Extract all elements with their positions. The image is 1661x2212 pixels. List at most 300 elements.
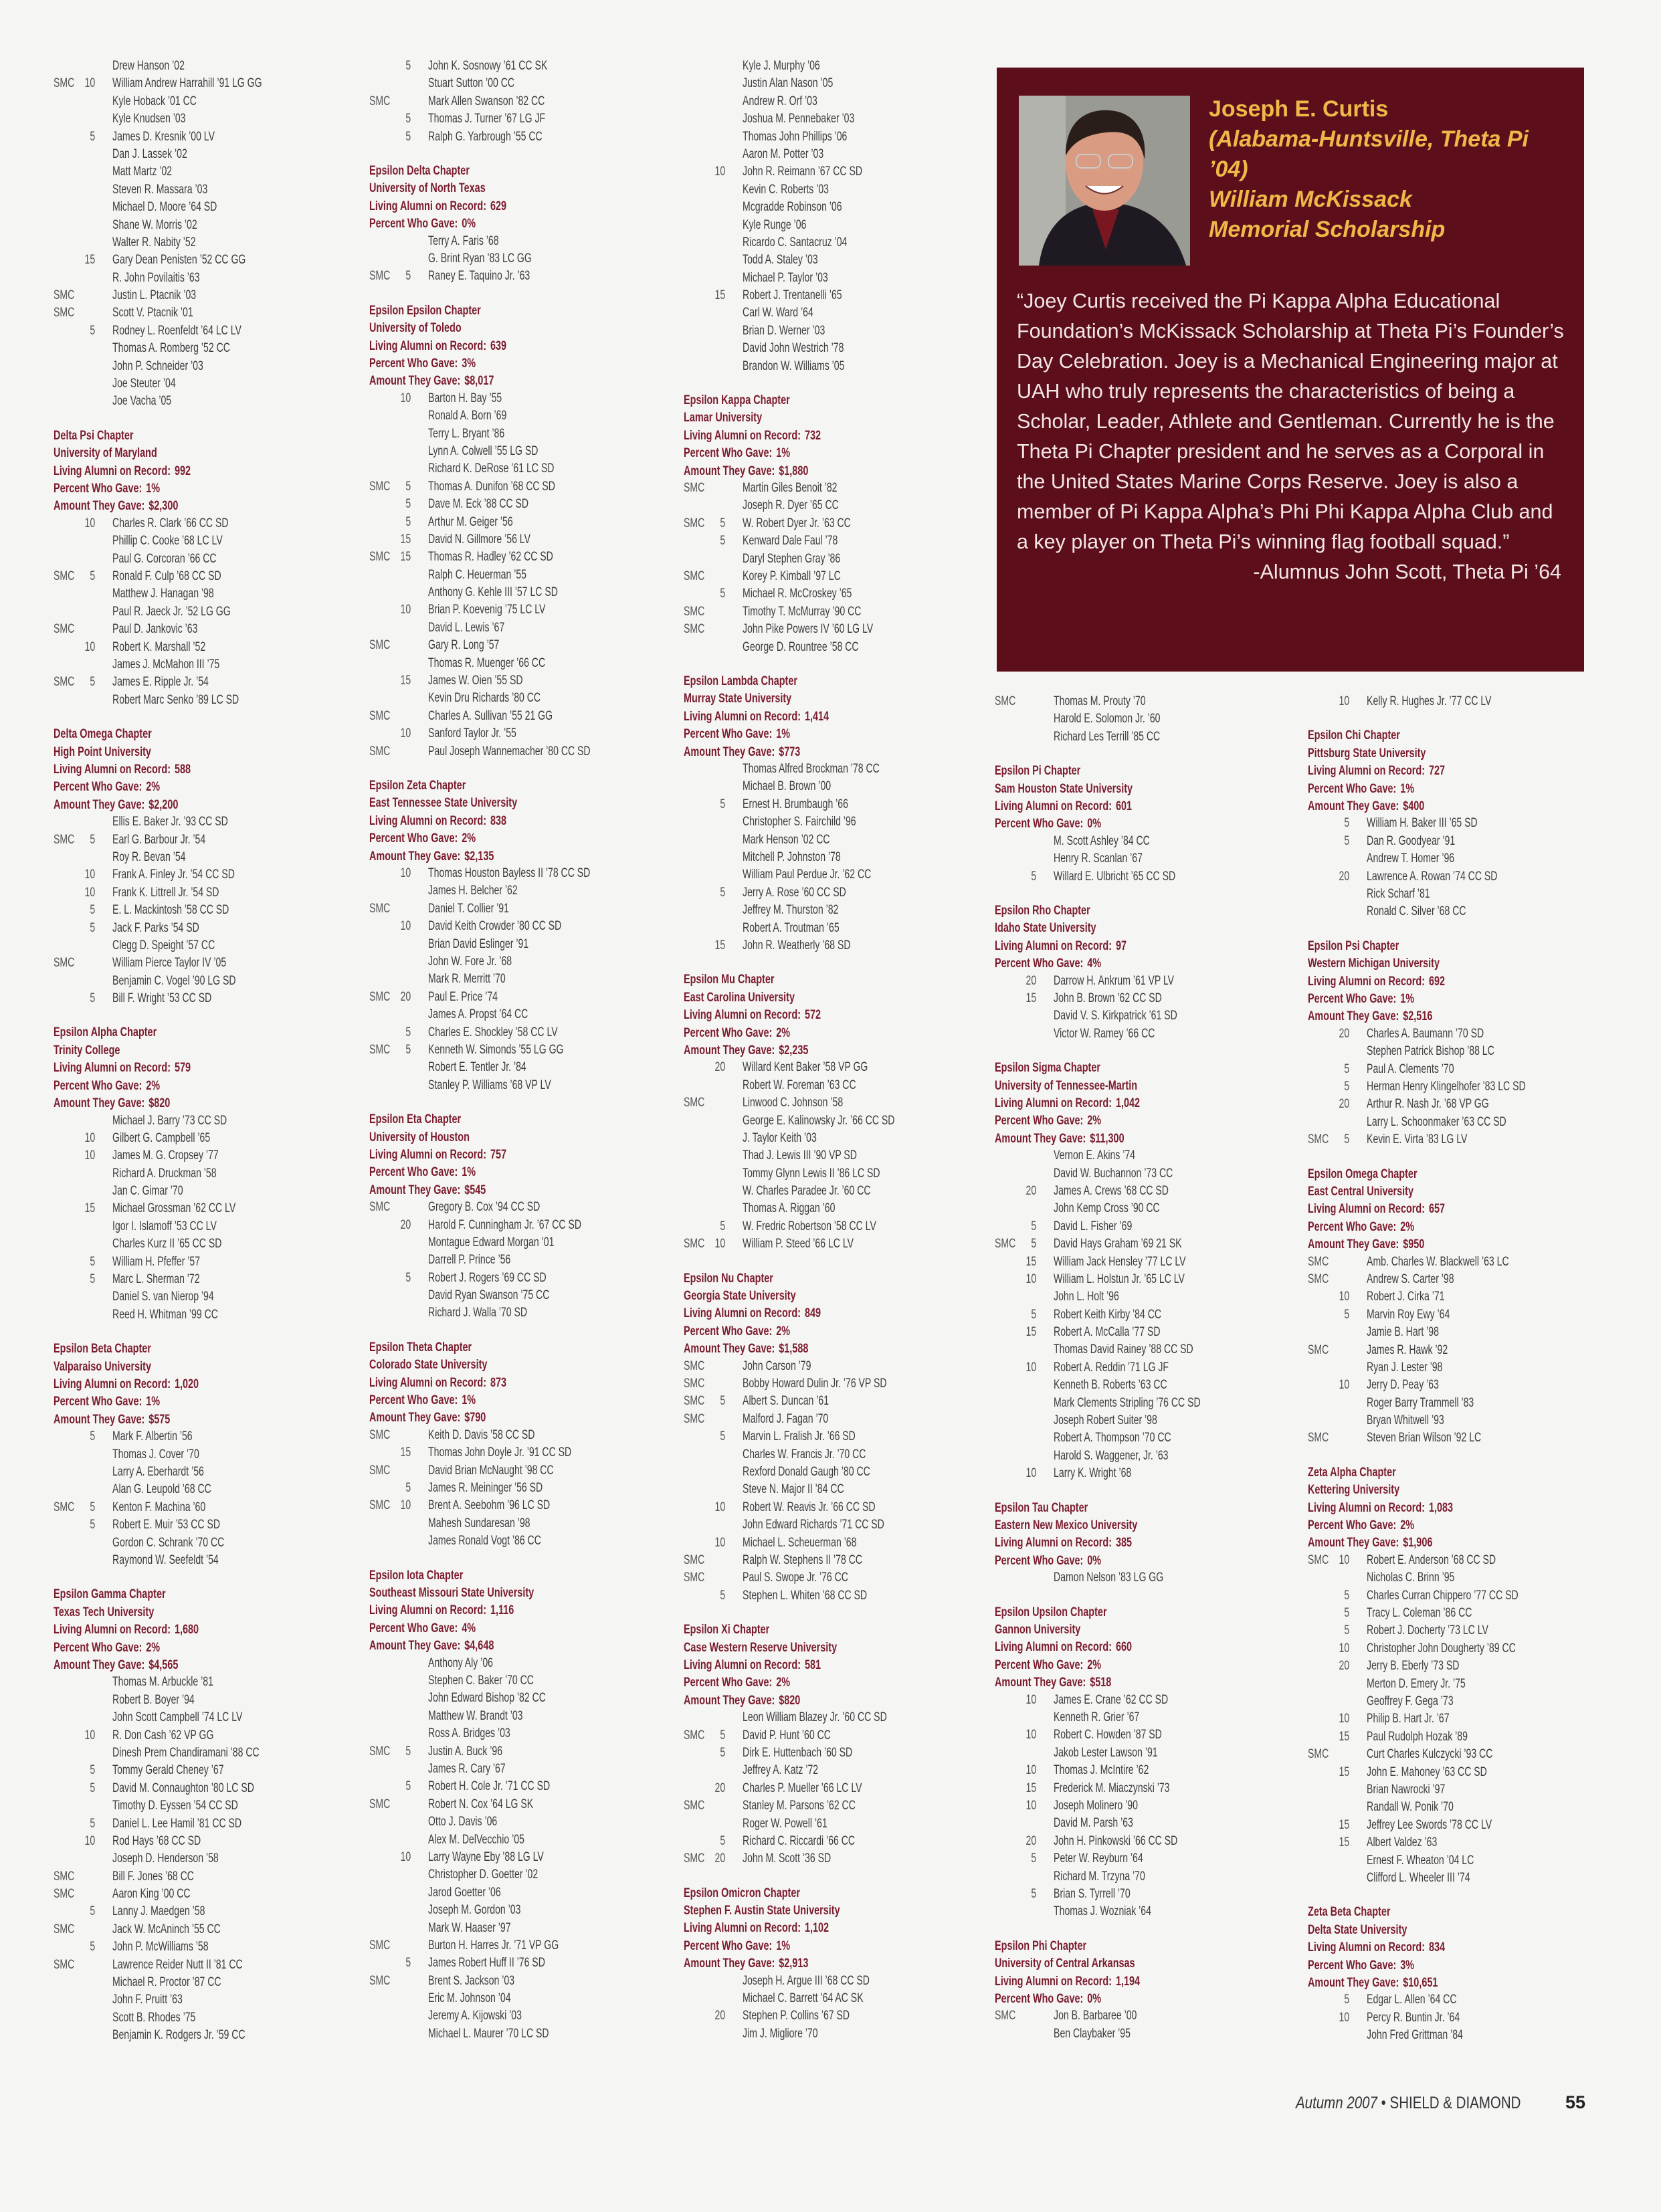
percent-gave-value: 1% bbox=[146, 481, 161, 496]
consecutive-years: 5 bbox=[720, 885, 726, 900]
alumni-count-value: 629 bbox=[490, 198, 507, 213]
alumni-count-line bbox=[995, 1534, 1304, 1551]
smc-marker: SMC bbox=[1308, 1272, 1329, 1286]
percent-gave-label: Percent Who Gave: bbox=[684, 1675, 773, 1690]
donor-row bbox=[684, 902, 993, 919]
consecutive-years: 10 bbox=[714, 165, 726, 179]
donor-row bbox=[995, 728, 1304, 746]
donor-row bbox=[684, 831, 993, 849]
consecutive-years: 5 bbox=[405, 1744, 411, 1758]
donor-row bbox=[369, 268, 679, 285]
donor-row bbox=[684, 778, 993, 795]
amount-gave-label: Amount They Gave: bbox=[369, 848, 461, 864]
donor-name: John L. Holt ’96 bbox=[1054, 1290, 1119, 1304]
donor-name: Larry L. Schoonmaker ’63 CC SD bbox=[1367, 1114, 1506, 1129]
percent-gave-line bbox=[369, 1619, 679, 1637]
smc-marker: SMC bbox=[54, 956, 75, 971]
donor-row bbox=[684, 234, 993, 252]
donor-row bbox=[684, 884, 993, 902]
consecutive-years: 10 bbox=[1025, 1692, 1037, 1707]
alumni-count-label: Living Alumni on Record: bbox=[369, 198, 487, 213]
donor-row bbox=[369, 690, 679, 707]
chapter-continuation bbox=[1308, 693, 1618, 710]
alumni-count-line bbox=[54, 761, 363, 778]
consecutive-years: 15 bbox=[1025, 1254, 1037, 1269]
donor-name: David Hays Graham ’69 21 SK bbox=[1054, 1237, 1182, 1251]
donor-name: James H. Belcher ’62 bbox=[428, 884, 518, 898]
consecutive-years: 5 bbox=[405, 1270, 411, 1285]
donor-row bbox=[684, 1499, 993, 1516]
percent-gave-line bbox=[369, 1163, 679, 1181]
recipient-affiliation: (Alabama-Huntsville, Theta Pi ’04) bbox=[1209, 126, 1529, 182]
smc-marker: SMC bbox=[369, 638, 391, 653]
donor-name: William H. Baker III ’65 SD bbox=[1367, 816, 1478, 831]
alumni-count-value: 757 bbox=[490, 1146, 507, 1162]
donor-name: Charles W. Francis Jr. ’70 CC bbox=[743, 1447, 866, 1462]
amount-gave-value: $518 bbox=[1090, 1675, 1112, 1690]
smc-marker: SMC bbox=[995, 1237, 1016, 1251]
percent-gave-label: Percent Who Gave: bbox=[1308, 1518, 1397, 1533]
donor-row bbox=[54, 1130, 363, 1147]
donor-row bbox=[995, 1395, 1304, 1412]
smc-marker: SMC bbox=[369, 1042, 391, 1057]
alumni-count-label: Living Alumni on Record: bbox=[684, 1920, 801, 1936]
amount-gave-line bbox=[995, 1130, 1304, 1147]
donor-row bbox=[54, 990, 363, 1007]
donor-row bbox=[995, 973, 1304, 990]
amount-gave-value: $790 bbox=[464, 1410, 486, 1425]
consecutive-years: 5 bbox=[720, 1833, 726, 1848]
chapter-section bbox=[995, 1603, 1304, 1921]
consecutive-years: 20 bbox=[1025, 973, 1037, 988]
donor-name: Stephen Patrick Bishop ’88 LC bbox=[1367, 1044, 1494, 1059]
alumni-count-label: Living Alumni on Record: bbox=[1308, 973, 1426, 989]
donor-row bbox=[54, 1200, 363, 1217]
donor-row bbox=[54, 1534, 363, 1552]
donor-row bbox=[995, 1147, 1304, 1165]
donor-row bbox=[995, 1709, 1304, 1726]
donor-row bbox=[369, 1444, 679, 1462]
donor-row bbox=[684, 796, 993, 813]
percent-gave-line bbox=[1308, 1516, 1618, 1534]
donor-name: Gregory B. Cox ’94 CC SD bbox=[428, 1200, 541, 1215]
chapter-name: Epsilon Omicron Chapter bbox=[684, 1885, 800, 1900]
donor-row bbox=[684, 1235, 993, 1253]
donor-row bbox=[995, 1235, 1304, 1253]
chapter-name: Epsilon Xi Chapter bbox=[684, 1622, 770, 1637]
donor-row bbox=[369, 567, 679, 584]
consecutive-years: 10 bbox=[1025, 1466, 1037, 1481]
consecutive-years: 15 bbox=[1339, 1729, 1350, 1744]
alumni-count-line bbox=[54, 1621, 363, 1638]
donor-row bbox=[684, 199, 993, 216]
donor-name: Thomas J. Wozniak ’64 bbox=[1054, 1904, 1151, 1919]
donor-row bbox=[369, 1690, 679, 1707]
amount-gave-value: $820 bbox=[779, 1692, 801, 1708]
donor-name: W. Fredric Robertson ’58 CC LV bbox=[743, 1219, 876, 1233]
consecutive-years: 15 bbox=[1339, 1765, 1350, 1779]
donor-row bbox=[54, 1709, 363, 1726]
donor-name: Ben Claybaker ’95 bbox=[1054, 2026, 1131, 2041]
donor-name: Kyle Hoback ’01 CC bbox=[112, 94, 197, 108]
donor-name: James W. Oien ’55 SD bbox=[428, 674, 523, 688]
consecutive-years: 15 bbox=[714, 288, 726, 303]
percent-gave-value: 1% bbox=[776, 726, 791, 742]
donor-name: Kenneth W. Simonds ’55 LG GG bbox=[428, 1042, 564, 1057]
donor-name: Matt Martz ’02 bbox=[112, 165, 173, 179]
consecutive-years: 20 bbox=[400, 989, 411, 1004]
smc-marker: SMC bbox=[369, 479, 391, 494]
consecutive-years: 10 bbox=[84, 868, 96, 882]
donor-name: Kenward Dale Faul ’78 bbox=[743, 534, 838, 548]
donor-name: Michael L. Scheuerman ’68 bbox=[743, 1535, 857, 1550]
donor-name: James A. Crews ’68 CC SD bbox=[1054, 1183, 1169, 1198]
consecutive-years: 5 bbox=[90, 569, 96, 584]
alumni-count-label: Living Alumni on Record: bbox=[1308, 1500, 1426, 1515]
chapter-section bbox=[995, 1937, 1304, 2043]
consecutive-years: 5 bbox=[720, 1219, 726, 1233]
smc-marker: SMC bbox=[369, 901, 391, 916]
donor-row bbox=[684, 75, 993, 92]
percent-gave-value: 4% bbox=[1087, 956, 1102, 971]
donor-name: Andrew R. Orf ’03 bbox=[743, 94, 817, 108]
smc-marker: SMC bbox=[54, 76, 75, 91]
donor-row bbox=[54, 920, 363, 937]
donor-row bbox=[369, 1532, 679, 1550]
alumni-count-line bbox=[684, 1656, 993, 1674]
donor-name: Marc L. Sherman ’72 bbox=[112, 1272, 200, 1287]
donor-name: John Kemp Cross ’90 CC bbox=[1054, 1201, 1160, 1216]
donor-name: Michael C. Barrett ’64 AC SK bbox=[743, 1991, 864, 2006]
alumni-count-line bbox=[54, 1059, 363, 1076]
donor-row bbox=[684, 1709, 993, 1726]
donor-name: Richard Les Terrill ’85 CC bbox=[1054, 729, 1161, 744]
donor-row bbox=[684, 1990, 993, 2007]
donor-name: Amb. Charles W. Blackwell ’63 LC bbox=[1367, 1254, 1509, 1269]
donor-name: Daniel T. Collier ’91 bbox=[428, 901, 509, 916]
percent-gave-line bbox=[369, 355, 679, 372]
consecutive-years: 10 bbox=[400, 919, 411, 934]
donor-row bbox=[54, 973, 363, 990]
donor-name: Willard E. Ulbricht ’65 CC SD bbox=[1054, 869, 1176, 884]
donor-name: Brian D. Werner ’03 bbox=[743, 323, 825, 338]
donor-row bbox=[1308, 1078, 1618, 1096]
alumni-count-label: Living Alumni on Record: bbox=[1308, 1940, 1426, 1955]
percent-gave-line bbox=[1308, 780, 1618, 797]
amount-gave-label: Amount They Gave: bbox=[995, 1675, 1086, 1690]
chapter-section bbox=[369, 777, 679, 1094]
consecutive-years: 5 bbox=[1031, 1219, 1037, 1233]
donor-name: Marvin Roy Ewy ’64 bbox=[1367, 1307, 1450, 1322]
percent-gave-label: Percent Who Gave: bbox=[995, 956, 1084, 971]
donor-name: Matthew W. Brandt ’03 bbox=[428, 1708, 523, 1723]
smc-marker: SMC bbox=[369, 708, 391, 723]
consecutive-years: 5 bbox=[720, 1728, 726, 1742]
donor-name: Joe Vacha ’05 bbox=[112, 394, 172, 409]
smc-marker: SMC bbox=[54, 306, 75, 320]
alumni-count-line bbox=[369, 1601, 679, 1619]
donor-row bbox=[369, 250, 679, 268]
donor-row bbox=[54, 1903, 363, 1920]
donor-name: Jeffrey M. Thurston ’82 bbox=[743, 903, 839, 918]
donor-name: Mahesh Sundaresan ’98 bbox=[428, 1516, 530, 1530]
donor-name: Charles Curran Chippero ’77 CC SD bbox=[1367, 1588, 1519, 1603]
alumni-count-line bbox=[1308, 1200, 1618, 1217]
school-name: Sam Houston State University bbox=[995, 781, 1133, 796]
amount-gave-line bbox=[54, 1656, 363, 1674]
donor-name: Timothy D. Eyssen ’54 CC SD bbox=[112, 1799, 238, 1813]
school-name: Southeast Missouri State University bbox=[369, 1585, 534, 1601]
donor-name: Jack W. McAninch ’55 CC bbox=[112, 1922, 221, 1936]
consecutive-years: 5 bbox=[90, 1272, 96, 1287]
alumni-count-value: 849 bbox=[804, 1306, 821, 1321]
donor-name: William L. Holstun Jr. ’65 LC LV bbox=[1054, 1272, 1185, 1286]
amount-gave-value: $773 bbox=[779, 744, 801, 759]
donor-row bbox=[684, 358, 993, 375]
alumni-count-value: 588 bbox=[174, 761, 191, 777]
smc-marker: SMC bbox=[684, 1552, 705, 1567]
amount-gave-line bbox=[684, 1041, 993, 1059]
donor-name: Thomas David Rainey ’88 CC SD bbox=[1054, 1342, 1193, 1357]
donor-row bbox=[684, 1183, 993, 1200]
consecutive-years: 5 bbox=[90, 920, 96, 935]
donor-row bbox=[54, 1868, 363, 1886]
consecutive-years: 10 bbox=[1339, 1712, 1350, 1726]
alumni-count-line bbox=[369, 1146, 679, 1163]
donor-row bbox=[54, 393, 363, 410]
donor-row bbox=[369, 1954, 679, 1972]
donor-row bbox=[54, 270, 363, 287]
donor-name: Jim J. Migliore ’70 bbox=[743, 2026, 818, 2041]
donor-row bbox=[995, 2025, 1304, 2043]
smc-marker: SMC bbox=[684, 1851, 705, 1866]
chapter-name: Epsilon Lambda Chapter bbox=[684, 673, 797, 688]
donor-name: Robert Marc Senko ’89 LC SD bbox=[112, 692, 239, 707]
donor-name: Rexford Donald Gaugh ’80 CC bbox=[743, 1465, 870, 1479]
chapter-name: Delta Omega Chapter bbox=[54, 726, 152, 742]
donor-row bbox=[369, 1743, 679, 1761]
donor-row bbox=[1308, 1817, 1618, 1834]
donor-row bbox=[369, 443, 679, 460]
percent-gave-label: Percent Who Gave: bbox=[1308, 1219, 1397, 1234]
donor-row bbox=[684, 1464, 993, 1481]
consecutive-years: 10 bbox=[400, 866, 411, 881]
donor-name: Joseph D. Henderson ’58 bbox=[112, 1851, 219, 1866]
donor-name: Robert W. Foreman ’63 CC bbox=[743, 1078, 856, 1092]
percent-gave-label: Percent Who Gave: bbox=[369, 355, 458, 371]
smc-marker: SMC bbox=[369, 1200, 391, 1215]
donor-name: Tommy Glynn Lewis II ’86 LC SD bbox=[743, 1166, 880, 1181]
amount-gave-value: $1,880 bbox=[779, 463, 809, 478]
donor-name: Robert C. Howden ’87 SD bbox=[1054, 1728, 1162, 1742]
percent-gave-value: 2% bbox=[1087, 1113, 1102, 1128]
donor-row bbox=[54, 937, 363, 954]
percent-gave-value: 2% bbox=[1400, 1219, 1415, 1234]
percent-gave-label: Percent Who Gave: bbox=[54, 1078, 142, 1093]
donor-name: James R. Meininger ’56 SD bbox=[428, 1481, 543, 1496]
donor-row bbox=[54, 340, 363, 357]
donor-name: Lawrence Reider Nutt II ’81 CC bbox=[112, 1957, 243, 1972]
consecutive-years: 5 bbox=[90, 1904, 96, 1919]
donor-row bbox=[684, 1833, 993, 1850]
donor-row bbox=[995, 1833, 1304, 1850]
chapter-name: Epsilon Iota Chapter bbox=[369, 1567, 464, 1583]
chapter-name: Epsilon Pi Chapter bbox=[995, 763, 1081, 779]
donor-name: Terry A. Faris ’68 bbox=[428, 233, 499, 248]
percent-gave-label: Percent Who Gave: bbox=[684, 445, 773, 461]
donor-row bbox=[369, 1287, 679, 1304]
donor-name: Richard C. Riccardi ’66 CC bbox=[743, 1833, 856, 1848]
amount-gave-line bbox=[684, 1340, 993, 1357]
smc-marker: SMC bbox=[369, 1463, 391, 1478]
school-name: Kettering University bbox=[1308, 1482, 1400, 1498]
amount-gave-line bbox=[54, 497, 363, 514]
donor-name: Aaron M. Potter ’03 bbox=[743, 146, 824, 161]
donor-name: James Robert Huff II ’76 SD bbox=[428, 1956, 545, 1971]
donor-row bbox=[369, 1462, 679, 1480]
chapter-section bbox=[995, 1499, 1304, 1587]
donor-name: Dirk E. Huttenbach ’60 SD bbox=[743, 1745, 853, 1760]
donor-row bbox=[54, 146, 363, 163]
amount-gave-value: $2,300 bbox=[149, 498, 179, 514]
consecutive-years: 15 bbox=[400, 550, 411, 565]
consecutive-years: 5 bbox=[1344, 1079, 1350, 1094]
amount-gave-value: $1,906 bbox=[1403, 1535, 1433, 1550]
donor-name: Thomas M. Prouty ’70 bbox=[1054, 694, 1146, 708]
donor-name: Stanley M. Parsons ’62 CC bbox=[743, 1799, 856, 1813]
donor-name: Jarod Goetter ’06 bbox=[428, 1885, 501, 1900]
donor-row bbox=[1308, 1605, 1618, 1622]
donor-name: Christopher S. Fairchild ’96 bbox=[743, 815, 856, 829]
donor-name: Dave M. Eck ’88 CC SD bbox=[428, 497, 529, 512]
donor-row bbox=[54, 1762, 363, 1779]
donor-row bbox=[1308, 1025, 1618, 1043]
donor-row bbox=[684, 1446, 993, 1464]
consecutive-years: 10 bbox=[84, 1148, 96, 1163]
donor-name: Lynn A. Colwell ’55 LG SD bbox=[428, 443, 539, 458]
donor-row bbox=[369, 1024, 679, 1041]
donor-name: Leon William Blazey Jr. ’60 CC SD bbox=[743, 1710, 887, 1725]
smc-marker: SMC bbox=[369, 550, 391, 565]
donor-name: Brian Nawrocki ’97 bbox=[1367, 1782, 1446, 1797]
alumni-count-value: 834 bbox=[1428, 1940, 1446, 1955]
consecutive-years: 10 bbox=[1025, 1763, 1037, 1778]
donor-row bbox=[54, 75, 363, 92]
donor-row bbox=[369, 1708, 679, 1725]
donor-row bbox=[54, 1780, 363, 1797]
donor-name: Joseph Molinero ’90 bbox=[1054, 1799, 1138, 1813]
amount-gave-line bbox=[684, 462, 993, 480]
donor-name: Raney E. Taquino Jr. ’63 bbox=[428, 269, 530, 284]
donor-name: Thomas R. Muenger ’66 CC bbox=[428, 656, 546, 670]
chapter-section bbox=[995, 762, 1304, 886]
donor-row bbox=[369, 918, 679, 935]
donor-row bbox=[54, 93, 363, 110]
consecutive-years: 5 bbox=[90, 903, 96, 918]
alumni-count-line bbox=[684, 1304, 993, 1322]
smc-marker: SMC bbox=[54, 288, 75, 303]
consecutive-years: 5 bbox=[90, 832, 96, 847]
smc-marker: SMC bbox=[684, 1237, 705, 1251]
donor-name: Benjamin C. Vogel ’90 LG SD bbox=[112, 973, 236, 988]
donor-name: Joshua M. Pennebaker ’03 bbox=[743, 112, 855, 126]
donor-name: R. Don Cash ’62 VP GG bbox=[112, 1728, 214, 1742]
donor-name: Steven Brian Wilson ’92 LC bbox=[1367, 1431, 1482, 1445]
donor-name: Paul R. Jaeck Jr. ’52 LG GG bbox=[112, 604, 231, 619]
percent-gave-label: Percent Who Gave: bbox=[54, 1639, 142, 1655]
donor-row bbox=[684, 1534, 993, 1552]
donor-row bbox=[684, 1552, 993, 1569]
donor-row bbox=[1308, 868, 1618, 886]
amount-gave-line bbox=[1308, 1534, 1618, 1551]
consecutive-years: 15 bbox=[400, 674, 411, 688]
donor-name: Michael L. Maurer ’70 LC SD bbox=[428, 2026, 549, 2041]
donor-name: Edgar L. Allen ’64 CC bbox=[1367, 1993, 1457, 2007]
amount-gave-label: Amount They Gave: bbox=[54, 498, 145, 514]
donor-row bbox=[369, 460, 679, 478]
amount-gave-value: $11,300 bbox=[1090, 1130, 1125, 1146]
donor-name: Vernon E. Akins ’74 bbox=[1054, 1148, 1135, 1163]
donor-name: Darrow H. Ankrum ’61 VP LV bbox=[1054, 973, 1175, 988]
donor-row bbox=[54, 1886, 363, 1903]
consecutive-years: 10 bbox=[1339, 694, 1350, 708]
donor-name: Stephen P. Collins ’67 SD bbox=[743, 2009, 850, 2023]
donor-row bbox=[1308, 1991, 1618, 2009]
alumni-count-line bbox=[369, 812, 679, 829]
donor-row bbox=[995, 1341, 1304, 1359]
donor-name: Thad J. Lewis III ’90 VP SD bbox=[743, 1148, 857, 1163]
percent-gave-line bbox=[369, 829, 679, 847]
percent-gave-line bbox=[369, 215, 679, 232]
chapter-section bbox=[54, 1023, 363, 1324]
donor-name: Roger W. Powell ’61 bbox=[743, 1816, 827, 1831]
portrait-photo bbox=[1019, 96, 1190, 266]
donor-name: Tommy Gerald Cheney ’67 bbox=[112, 1763, 224, 1778]
consecutive-years: 20 bbox=[714, 1851, 726, 1866]
donor-name: Joseph H. Argue III ’68 CC SD bbox=[743, 1973, 870, 1988]
donor-name: Robert J. Trentanelli ’65 bbox=[743, 288, 842, 303]
donor-name: Thomas J. Turner ’67 LG JF bbox=[428, 112, 546, 126]
donor-name: Ernest H. Brumbaugh ’66 bbox=[743, 797, 848, 811]
donor-name: Aaron King ’00 CC bbox=[112, 1887, 191, 1902]
percent-gave-label: Percent Who Gave: bbox=[684, 1025, 773, 1040]
donor-name: John P. Schneider ’03 bbox=[112, 359, 203, 373]
donor-name: Larry K. Wright ’68 bbox=[1054, 1466, 1132, 1481]
donor-name: Robert E. Tentler Jr. ’84 bbox=[428, 1060, 526, 1075]
amount-gave-label: Amount They Gave: bbox=[684, 463, 775, 478]
percent-gave-label: Percent Who Gave: bbox=[369, 1165, 458, 1180]
consecutive-years: 10 bbox=[84, 639, 96, 654]
donor-name: Roger Barry Trammell ’83 bbox=[1367, 1395, 1474, 1410]
amount-gave-label: Amount They Gave: bbox=[684, 1042, 775, 1058]
donor-row bbox=[995, 1412, 1304, 1429]
donor-row bbox=[995, 693, 1304, 710]
donor-row bbox=[369, 1973, 679, 1990]
donor-name: Steve N. Major II ’84 CC bbox=[743, 1482, 844, 1497]
donor-name: Lanny J. Maedgen ’58 bbox=[112, 1904, 205, 1919]
donor-row bbox=[369, 548, 679, 566]
donor-name: James Ronald Vogt ’86 CC bbox=[428, 1534, 541, 1548]
donor-name: Kenton F. Machina ’60 bbox=[112, 1500, 206, 1514]
consecutive-years: 5 bbox=[1344, 816, 1350, 831]
percent-gave-value: 0% bbox=[1087, 1991, 1102, 2006]
donor-row bbox=[54, 1727, 363, 1744]
donor-name: Paul D. Jankovic ’63 bbox=[112, 622, 198, 637]
donor-name: Arthur R. Nash Jr. ’68 VP GG bbox=[1367, 1097, 1489, 1112]
amount-gave-line bbox=[54, 796, 363, 813]
donor-row bbox=[995, 1569, 1304, 1587]
donor-row bbox=[369, 425, 679, 443]
